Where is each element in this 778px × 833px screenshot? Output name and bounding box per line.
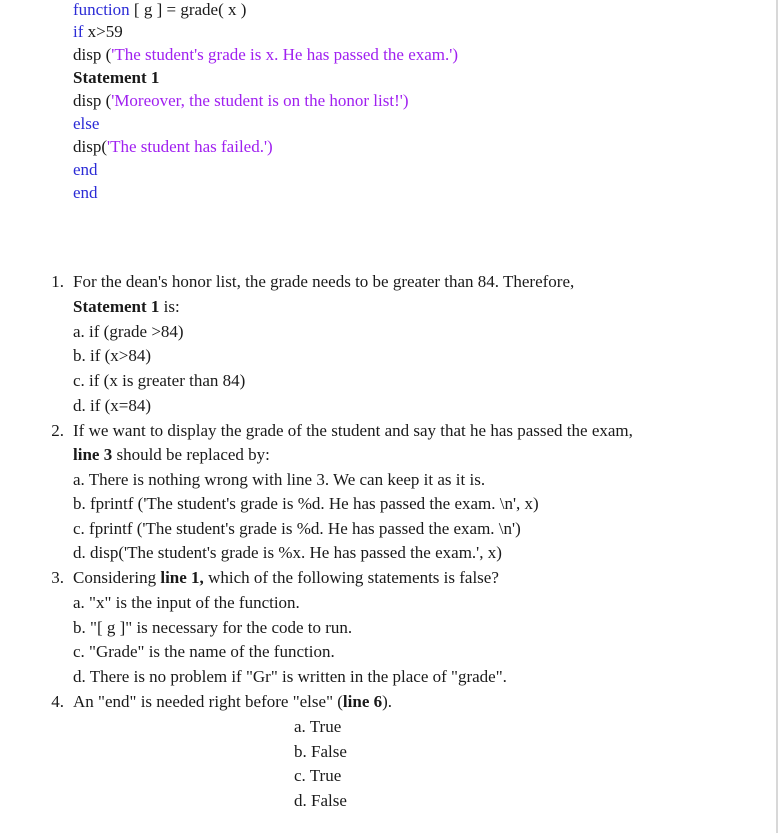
question-text-cont: line 3 should be replaced by: bbox=[73, 445, 270, 464]
option[interactable]: d. False bbox=[294, 791, 347, 810]
question-text: If we want to display the grade of the student and say that he has passed the exam, bbox=[73, 421, 633, 440]
code-line-8: end bbox=[73, 160, 98, 179]
option[interactable]: d. disp('The student's grade is %x. He has passed the exam.', x) bbox=[73, 543, 502, 562]
question-number: 1. bbox=[51, 272, 64, 291]
code-line-6: else bbox=[73, 114, 100, 133]
question-number: 2. bbox=[51, 421, 64, 440]
question-text: For the dean's honor list, the grade needs to be greater than 84. Therefore, bbox=[73, 272, 575, 291]
question-text: An "end" is needed right before "else" (line 6). bbox=[73, 692, 393, 711]
option[interactable]: d. if (x=84) bbox=[73, 396, 152, 415]
option[interactable]: b. False bbox=[294, 742, 347, 761]
option[interactable]: a. if (grade >84) bbox=[73, 322, 184, 341]
code-line-1: function [ g ] = grade( x ) bbox=[73, 0, 247, 19]
question-number: 3. bbox=[51, 568, 64, 587]
code-line-4: Statement 1 bbox=[73, 68, 160, 87]
option[interactable]: b. fprintf ('The student's grade is %d. He has passed the exam. \n', x) bbox=[73, 494, 539, 513]
code-line-3: disp ('The student's grade is x. He has passed the exam.') bbox=[73, 45, 458, 64]
option[interactable]: c. fprintf ('The student's grade is %d. He has passed the exam. \n') bbox=[73, 519, 521, 538]
code-line-9: end bbox=[73, 183, 98, 202]
option[interactable]: a. True bbox=[294, 717, 342, 736]
question-number: 4. bbox=[51, 692, 64, 711]
question-text-cont: Statement 1 is: bbox=[73, 297, 180, 316]
option[interactable]: d. There is no problem if "Gr" is written in the place of "grade". bbox=[73, 667, 507, 686]
option[interactable]: c. True bbox=[294, 766, 342, 785]
option[interactable]: a. There is nothing wrong with line 3. We can keep it as it is. bbox=[73, 470, 486, 489]
question-text: Considering line 1, which of the following statements is false? bbox=[73, 568, 499, 587]
option[interactable]: b. "[ g ]" is necessary for the code to run. bbox=[73, 618, 353, 637]
code-line-2: if x>59 bbox=[73, 22, 123, 41]
option[interactable]: c. "Grade" is the name of the function. bbox=[73, 642, 335, 661]
code-line-7: disp('The student has failed.') bbox=[73, 137, 273, 156]
option[interactable]: b. if (x>84) bbox=[73, 346, 152, 365]
option[interactable]: a. "x" is the input of the function. bbox=[73, 593, 300, 612]
option[interactable]: c. if (x is greater than 84) bbox=[73, 371, 246, 390]
code-line-5: disp ('Moreover, the student is on the honor list!') bbox=[73, 91, 409, 110]
